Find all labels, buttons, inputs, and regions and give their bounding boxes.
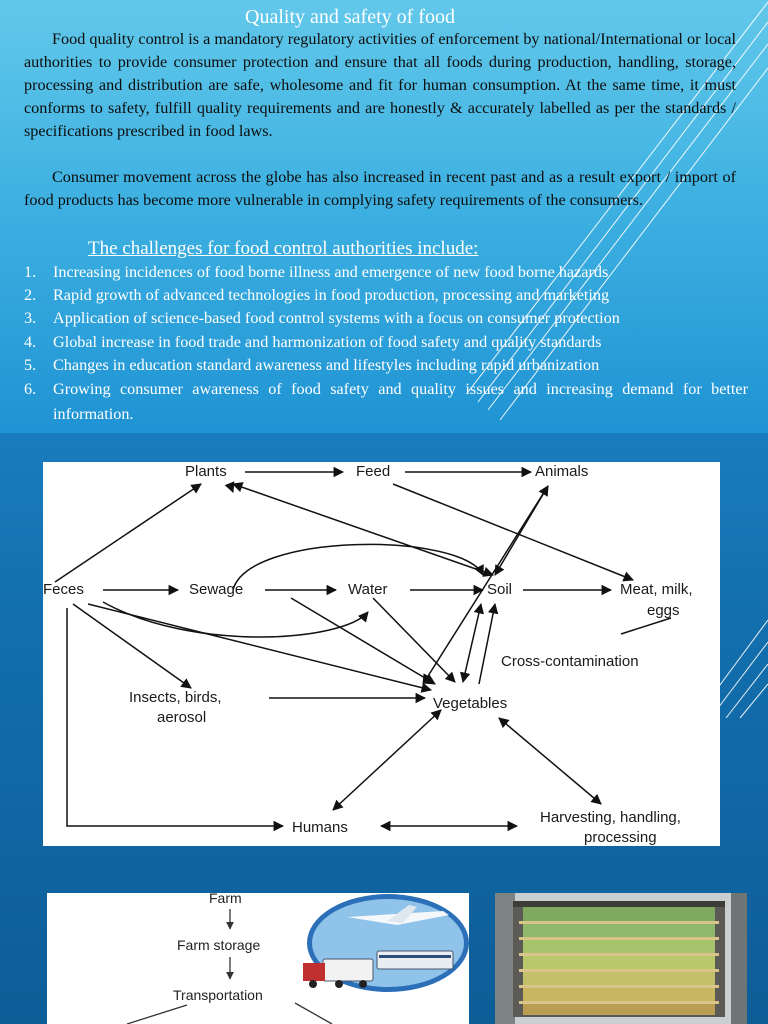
node-soil: Soil [487,581,513,598]
supply-chain-svg [47,893,469,1024]
flow-step-transportation: Transportation [173,987,263,1003]
list-number: 4. [24,332,37,351]
list-item-text: Application of science-based food control systems with a focus on consumer protection [53,309,620,328]
list-item-text: Increasing incidences of food borne illness and emergence of new food borne hazards [53,263,609,281]
node-humans: Humans [292,819,348,836]
intro-paragraph-text: Food quality control is a mandatory regulatory activities of enforcement by national/International or local authorities to provide consumer protection and ensure that all foods during production, handling, storage, processing and distribution are safe, wholesome and fit for human consumption. At the same time, it must conforms to safety, fulfill quality requirements and are honestly & accurately labelled as per the standards / specifications prescribed in food laws. [24,30,736,140]
list-item [0,331,748,354]
list-number: 2. [24,286,37,305]
truck-photo-svg [495,893,747,1024]
supply-chain-flowchart [47,893,469,1024]
node-feces: Feces [43,581,84,598]
node-insects-line1: Insects, birds, [129,689,222,706]
list-number: 3. [24,309,37,328]
list-number: 1. [24,263,37,281]
node-harvest-line2: processing [584,829,657,846]
consumer-paragraph [24,166,736,212]
challenges-heading: The challenges for food control authorities include: [88,238,479,259]
list-item [0,307,748,330]
flow-step-farm: Farm [209,893,242,906]
consumer-paragraph-text: Consumer movement across the globe has also increased in recent past and as a result export / import of food products has become more vulnerable in complying safety requirements of the consumers. [24,168,736,209]
node-sewage: Sewage [189,581,244,598]
slide-title: Quality and safety of food [245,6,455,28]
node-cross-contamination: Cross-contamination [501,653,639,670]
list-item [0,284,748,307]
list-number: 5. [24,355,37,374]
node-animals: Animals [535,463,589,480]
node-harvest-line1: Harvesting, handling, [540,809,681,826]
node-feed: Feed [356,463,391,480]
flow-step-farm-storage: Farm storage [177,937,261,953]
contamination-diagram-svg [43,462,720,846]
node-vegetables: Vegetables [433,695,508,712]
challenges-list [0,261,748,427]
node-insects-line2: aerosol [157,709,207,726]
list-item-text: Growing consumer awareness of food safety and quality issues and increasing demand for better information. [53,380,748,424]
contamination-diagram [43,462,720,846]
truck-vegetables-photo [495,893,747,1024]
list-number: 6. [24,380,37,399]
intro-paragraph [24,28,736,143]
list-item [0,354,748,377]
node-meat-line2: eggs [647,602,680,619]
list-item-text: Rapid growth of advanced technologies in food production, processing and marketing [53,286,610,305]
list-item [0,261,748,284]
transport-icon [303,894,469,992]
node-meat-line1: Meat, milk, [620,581,693,598]
list-item-text: Changes in education standard awareness and lifestyles including rapid urbanization [53,355,600,374]
node-plants: Plants [185,463,227,480]
node-water: Water [348,581,388,598]
list-item [0,377,748,427]
list-item-text: Global increase in food trade and harmonization of food safety and quality standards [53,332,602,351]
